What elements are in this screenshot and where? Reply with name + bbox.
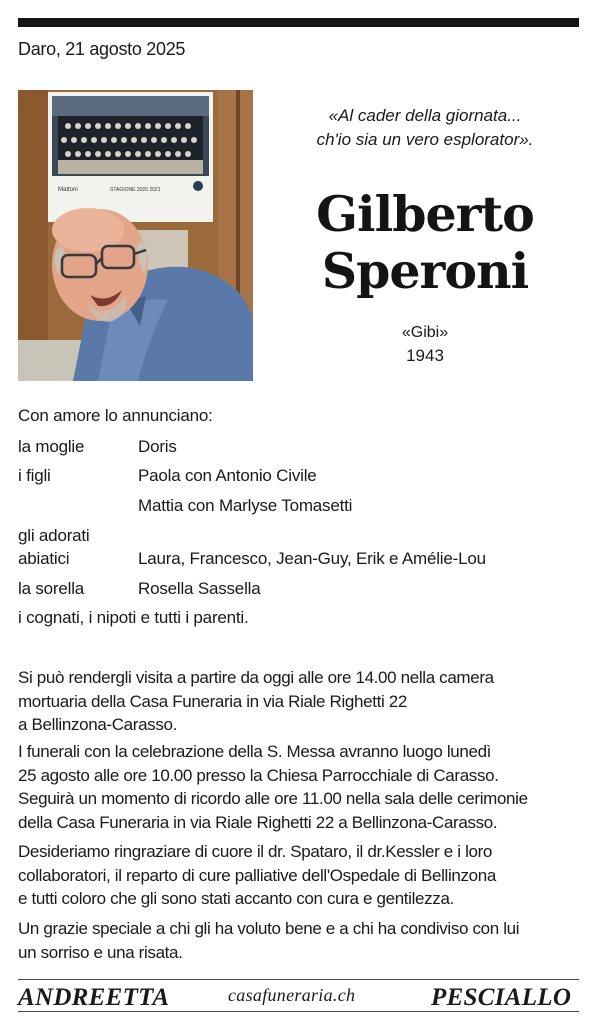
paragraph-line: I funerali con la celebrazione della S. Messa avranno luogo lunedì <box>18 742 492 761</box>
paragraph-line: e tutti coloro che gli sono stati accanto con cura e gentilezza. <box>18 889 454 908</box>
last-name: Speroni <box>321 242 529 300</box>
paragraph-line: mortuaria della Casa Funeraria in via Riale Righetti 22 <box>18 691 407 711</box>
relative-value: Rosella Sassella <box>138 579 261 598</box>
paragraph-line: della Casa Funeraria in via Riale Righetti 22 a Bellinzona-Carasso. <box>18 812 498 832</box>
poster-caption: STAGIONE 2020 2021 <box>110 187 161 193</box>
epigraph-quote <box>280 104 570 152</box>
relative-value: Mattia con Marlyse Tomasetti <box>138 496 353 515</box>
special-thanks-paragraph <box>18 917 583 964</box>
relative-value: Laura, Francesco, Jean-Guy, Erik e Amélie-Lou <box>138 549 486 568</box>
funeral-paragraph <box>18 740 583 834</box>
paragraph-line: 25 agosto alle ore 10.00 presso la Chiesa Parrocchiale di Carasso. <box>18 765 499 785</box>
paragraph-line: Si può rendergli visita a partire da oggi alle ore 14.00 nella camera <box>18 668 494 687</box>
quote-line-1: «Al cader della giornata... <box>328 106 522 125</box>
team-poster <box>48 92 213 222</box>
first-name: Gilberto <box>316 185 534 243</box>
top-rule <box>18 18 579 27</box>
announcement-closing: i cognati, i nipoti e tutti i parenti. <box>18 608 249 627</box>
deceased-name <box>290 186 560 300</box>
paragraph-line: a Bellinzona-Carasso. <box>18 715 177 734</box>
paragraph-line: collaboratori, il reparto di cure palliative dell'Ospedale di Bellinzona <box>18 865 496 885</box>
birth-year: 1943 <box>406 346 444 365</box>
relative-label: i figli <box>18 466 51 485</box>
relative-label: la sorella <box>18 579 85 598</box>
date-line: Daro, 21 agosto 2025 <box>18 39 186 59</box>
footer-right-name: PESCIALLO <box>431 984 572 1011</box>
footer-website: casafuneraria.ch <box>228 985 356 1005</box>
nickname: «Gibi» <box>401 324 449 341</box>
quote-line-2: ch'io sia un vero esplorator». <box>316 130 534 149</box>
footer-top-rule <box>18 979 579 980</box>
visitation-paragraph <box>18 666 583 737</box>
footer-left-name: ANDREETTA <box>18 984 170 1011</box>
paragraph-line: Un grazie speciale a chi gli ha voluto bene e a chi ha condiviso con lui <box>18 919 520 938</box>
relative-label: gli adorati <box>18 526 90 545</box>
announcement-intro: Con amore lo annunciano: <box>18 406 213 425</box>
relative-value: Doris <box>138 437 177 456</box>
paragraph-line: Seguirà un momento di ricordo alle ore 11.00 nella sala delle cerimonie <box>18 789 528 808</box>
paragraph-line: un sorriso e una risata. <box>18 942 183 962</box>
relative-label: abiatici <box>18 549 70 568</box>
relative-label: la moglie <box>18 437 85 456</box>
paragraph-line: Desideriamo ringraziare di cuore il dr. Spataro, il dr.Kessler e i loro <box>18 842 493 861</box>
thanks-paragraph <box>18 840 583 911</box>
footer-bottom-rule <box>18 1011 579 1012</box>
portrait-photo <box>18 90 253 381</box>
poster-brand: Mattoni <box>58 187 78 193</box>
relative-value: Paola con Antonio Civile <box>138 466 317 485</box>
